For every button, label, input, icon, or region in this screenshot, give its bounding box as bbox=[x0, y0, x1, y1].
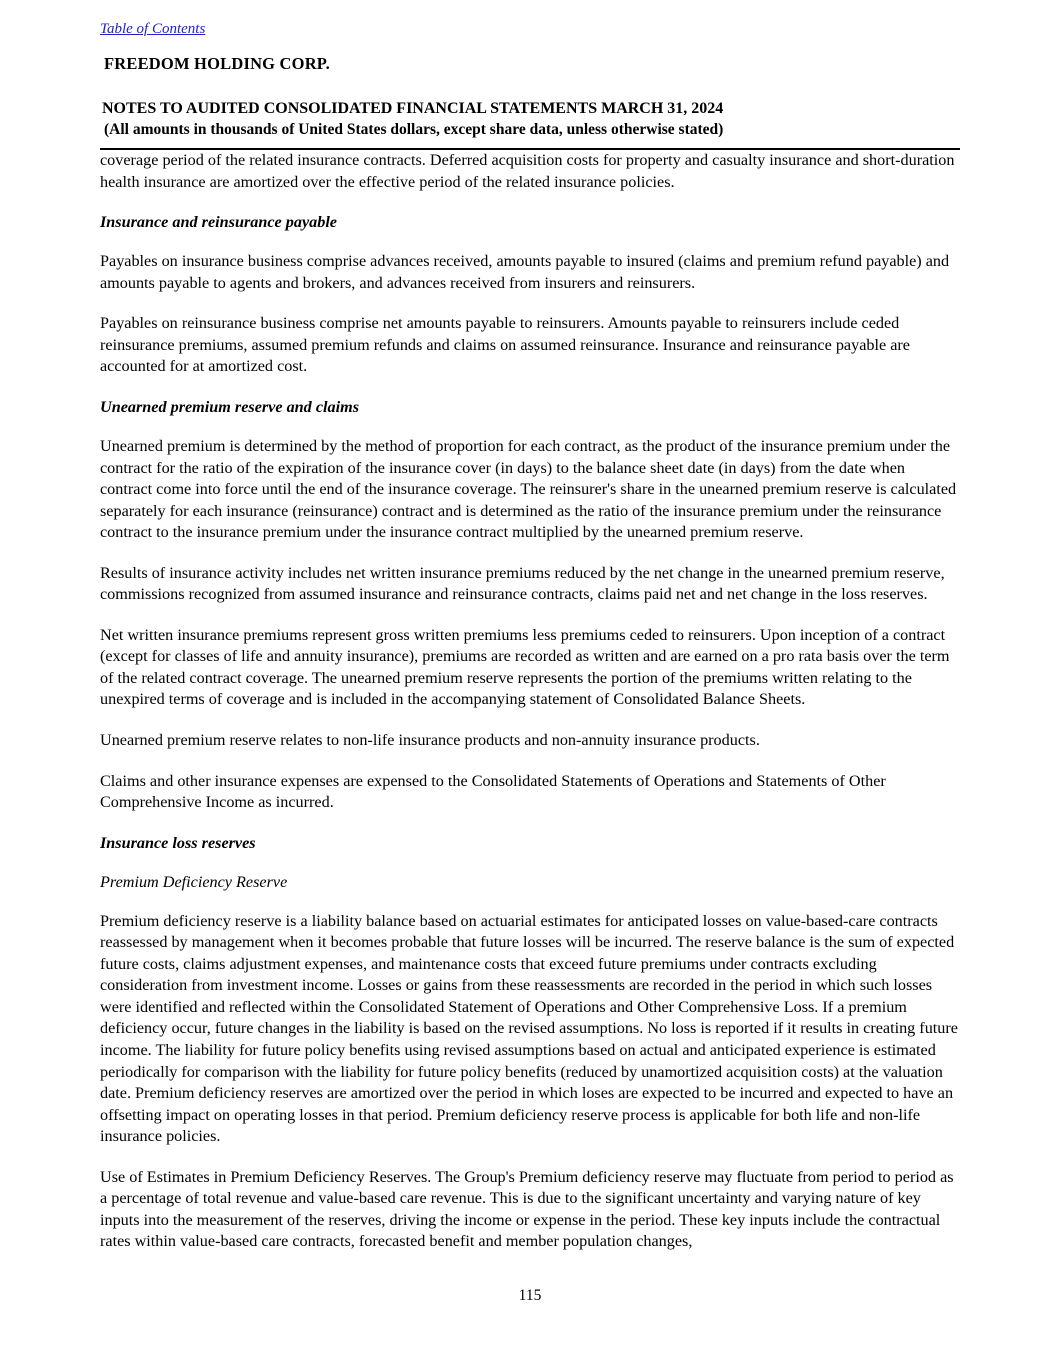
paragraph-unearned-premium-reserve-relates: Unearned premium reserve relates to non-life insurance products and non-annuity insurance products. bbox=[100, 730, 760, 749]
section-heading-insurance-loss-reserves: Insurance loss reserves bbox=[100, 833, 256, 852]
document-subtitle: (All amounts in thousands of United States dollars, except share data, unless otherwise stated) bbox=[104, 121, 724, 138]
subsection-heading-premium-deficiency-reserve: Premium Deficiency Reserve bbox=[100, 872, 288, 891]
document-header bbox=[100, 100, 960, 150]
paragraph-coverage-period: coverage period of the related insurance contracts. Deferred acquisition costs for property and casualty insurance and short-duration health insurance are amortized over the effective period of the related insurance policies. bbox=[100, 151, 955, 191]
paragraph-use-of-estimates: Use of Estimates in Premium Deficiency Reserves. The Group's Premium deficiency reserve may fluctuate from period to period as a percentage of total revenue and value-based care revenue. This is due to the significant uncertainty and varying nature of key inputs into the measurement of the reserves, driving the income or expense in the period. These key inputs include the contractual rates within value-based care contracts, forecasted benefit and member population changes, bbox=[100, 1167, 954, 1251]
paragraph-net-written-premiums: Net written insurance premiums represent gross written premiums less premiums ceded to reinsurers. Upon inception of a contract (except for classes of life and annuity insurance), premiums are recorded as written and are earned on a pro rata basis over the term of the related contract coverage. The unearned premium reserve represents the portion of the premiums written relating to the unexpired terms of coverage and is included in the accompanying statement of Consolidated Balance Sheets. bbox=[100, 625, 950, 709]
page-number: 115 bbox=[518, 1286, 542, 1304]
document-title: NOTES TO AUDITED CONSOLIDATED FINANCIAL STATEMENTS MARCH 31, 2024 bbox=[102, 100, 724, 117]
table-of-contents-link[interactable]: Table of Contents bbox=[100, 21, 206, 37]
company-name: FREEDOM HOLDING CORP. bbox=[104, 54, 330, 73]
paragraph-claims-other-expenses: Claims and other insurance expenses are expensed to the Consolidated Statements of Operations and Statements of Other Comprehensive Income as incurred. bbox=[100, 771, 886, 812]
section-heading-insurance-reinsurance-payable: Insurance and reinsurance payable bbox=[100, 213, 337, 232]
paragraph-unearned-premium-method: Unearned premium is determined by the method of proportion for each contract, as the product of the insurance premium under the contract for the ratio of the expiration of the insurance cover (in days) to the balance sheet date (in days) from the date when contract come into force until the end of the insurance coverage. The reinsurer's share in the unearned premium reserve is calculated separately for each insurance (reinsurance) contract and is determined as the ratio of the insurance premium under the reinsurance contract to the insurance premium under the insurance contract multiplied by the unearned premium reserve. bbox=[100, 436, 957, 542]
paragraph-payables-insurance-business: Payables on insurance business comprise advances received, amounts payable to insured (claims and premium refund payable) and amounts payable to agents and brokers, and advances received from insurers and reinsurers. bbox=[100, 252, 950, 292]
paragraph-payables-reinsurance-business: Payables on reinsurance business comprise net amounts payable to reinsurers. Amounts payable to reinsurers include ceded reinsurance premiums, assumed premium refunds and claims on assumed reinsurance. Insurance and reinsurance payable are accounted for at amortized cost. bbox=[100, 314, 910, 376]
paragraph-premium-deficiency-reserve: Premium deficiency reserve is a liability balance based on actuarial estimates for anticipated losses on value-based-care contracts reassessed by management when it becomes probable that future losses will be incurred. The reserve balance is the sum of expected future costs, claims adjustment expenses, and maintenance costs that exceed future premiums under contracts excluding consideration from investment income. Losses or gains from these reassessments are recorded in the period in which such losses were identified and reflected within the Consolidated Statement of Operations and Other Comprehensive Loss. If a premium deficiency occur, future changes in the liability is based on the revised assumptions. No loss is reported if it results in creating future income. The liability for future policy benefits using revised assumptions based on actual and anticipated experience is estimated periodically for comparison with the liability for future policy benefits (reduced by unamortized acquisition costs) at the valuation date. Premium deficiency reserves are amortized over the period in which loses are expected to be incurred and expected to have an offsetting impact on operating losses in that period. Premium deficiency reserve process is applicable for both life and non-life insurance policies. bbox=[100, 911, 958, 1146]
section-heading-unearned-premium-reserve-and-claims: Unearned premium reserve and claims bbox=[100, 397, 359, 416]
paragraph-results-insurance-activity: Results of insurance activity includes net written insurance premiums reduced by the net change in the unearned premium reserve, commissions recognized from assumed insurance and reinsurance contracts, claims paid net and net change in the loss reserves. bbox=[100, 563, 945, 604]
